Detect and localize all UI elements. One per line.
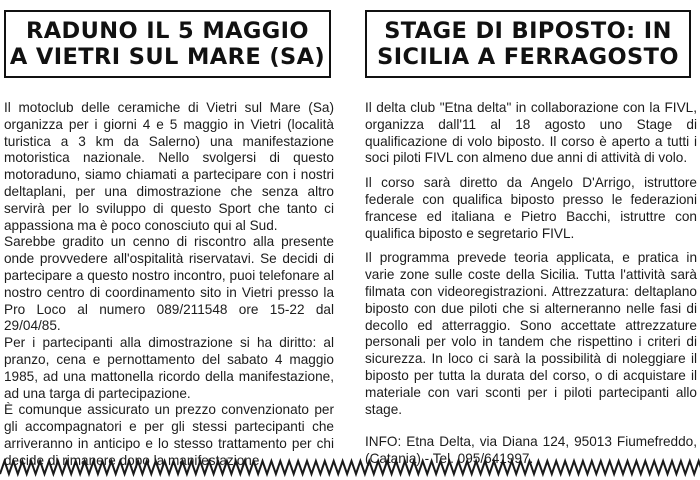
right-article-body <box>365 100 697 476</box>
left-article <box>4 10 334 468</box>
left-paragraph-4: È comunque assicurato un prezzo convenzionato per gli accompagnatori e per gli stessi partecipanti che arriveranno in anticipo e lo stesso trattamento per chi decide di rimanere dopo la manifestazione. <box>4 402 334 468</box>
right-article <box>365 10 697 467</box>
right-paragraph-1: Il delta club "Etna delta" in collaborazione con la FIVL, organizza dall'11 al 18 agosto uno Stage di qualificazione di volo biposto. Il corso è aperto a tutti i soci piloti FIVL con almeno due anni di attività di volo. <box>365 100 697 166</box>
left-paragraph-1: Il motoclub delle ceramiche di Vietri sul Mare (Sa) organizza per i giorni 4 e 5 maggio in Vietri (località turistica a 3 km da Salerno) una manifestazione motoristica nazionale. Nello svolgersi di questo motoraduno, siamo chiamati a partecipare con i nostri deltaplani, per una dimostrazione che senza altro servirà per lo sviluppo di questo Sport che tanto ci appassiona ma è poco conosciuto qui al Sud. <box>4 100 334 233</box>
right-paragraph-3: Il programma prevede teoria applicata, e pratica in varie zone sulle coste della Sicilia. Tutta l'attività sarà filmata con videoregistrazioni. Attrezzatura: deltaplano biposto con due piloti che si alterneranno nelle fasi di decollo ed atterraggio. Sono accettate attrezzature personali per volo in tandem che rispettino i criteri di sicurezza. In loco ci sarà la possibilità di noleggiare il biposto per tutta la durata del corso, o di acquistare il materiale con vari sconti per i piloti partecipanti allo stage. <box>365 250 697 417</box>
right-headline-line-2: SICILIA A FERRAGOSTO <box>377 44 679 70</box>
left-paragraph-3: Per i partecipanti alla dimostrazione si ha diritto: al pranzo, cena e pernottamento del sabato 4 maggio 1985, ad una mattonella ricordo della manifestazione, ad una targa di partecipazione. <box>4 335 334 401</box>
right-info-contact: INFO: Etna Delta, via Diana 124, 95013 Fiumefreddo, (Catania) - Tel. 095/641997. <box>365 434 697 467</box>
zigzag-border-decoration <box>0 458 700 478</box>
right-paragraph-2: Il corso sarà diretto da Angelo D'Arrigo, istruttore federale con qualifica biposto presso le federazioni francese ed italiana e Pietro Bacchi, istruttre con qualifica biposto e segretario FIVL. <box>365 175 697 241</box>
left-paragraph-2: Sarebbe gradito un cenno di riscontro alla presente onde provvedere all'ospitalità riservatavi. Se decidi di partecipare a questo nostro incontro, puoi telefonare al nostro centro di coordinamento sito in Vietri presso la Pro Loco al numero 089/211548 ore 15-22 dal 29/04/85. <box>4 234 334 334</box>
left-article-body <box>4 100 334 470</box>
right-headline-box <box>365 10 691 78</box>
right-headline-line-1: STAGE DI BIPOSTO: IN <box>384 18 672 44</box>
left-headline-line-2: A VIETRI SUL MARE (SA) <box>9 44 326 70</box>
left-headline-box <box>4 10 331 78</box>
left-headline-line-1: RADUNO IL 5 MAGGIO <box>26 18 309 44</box>
